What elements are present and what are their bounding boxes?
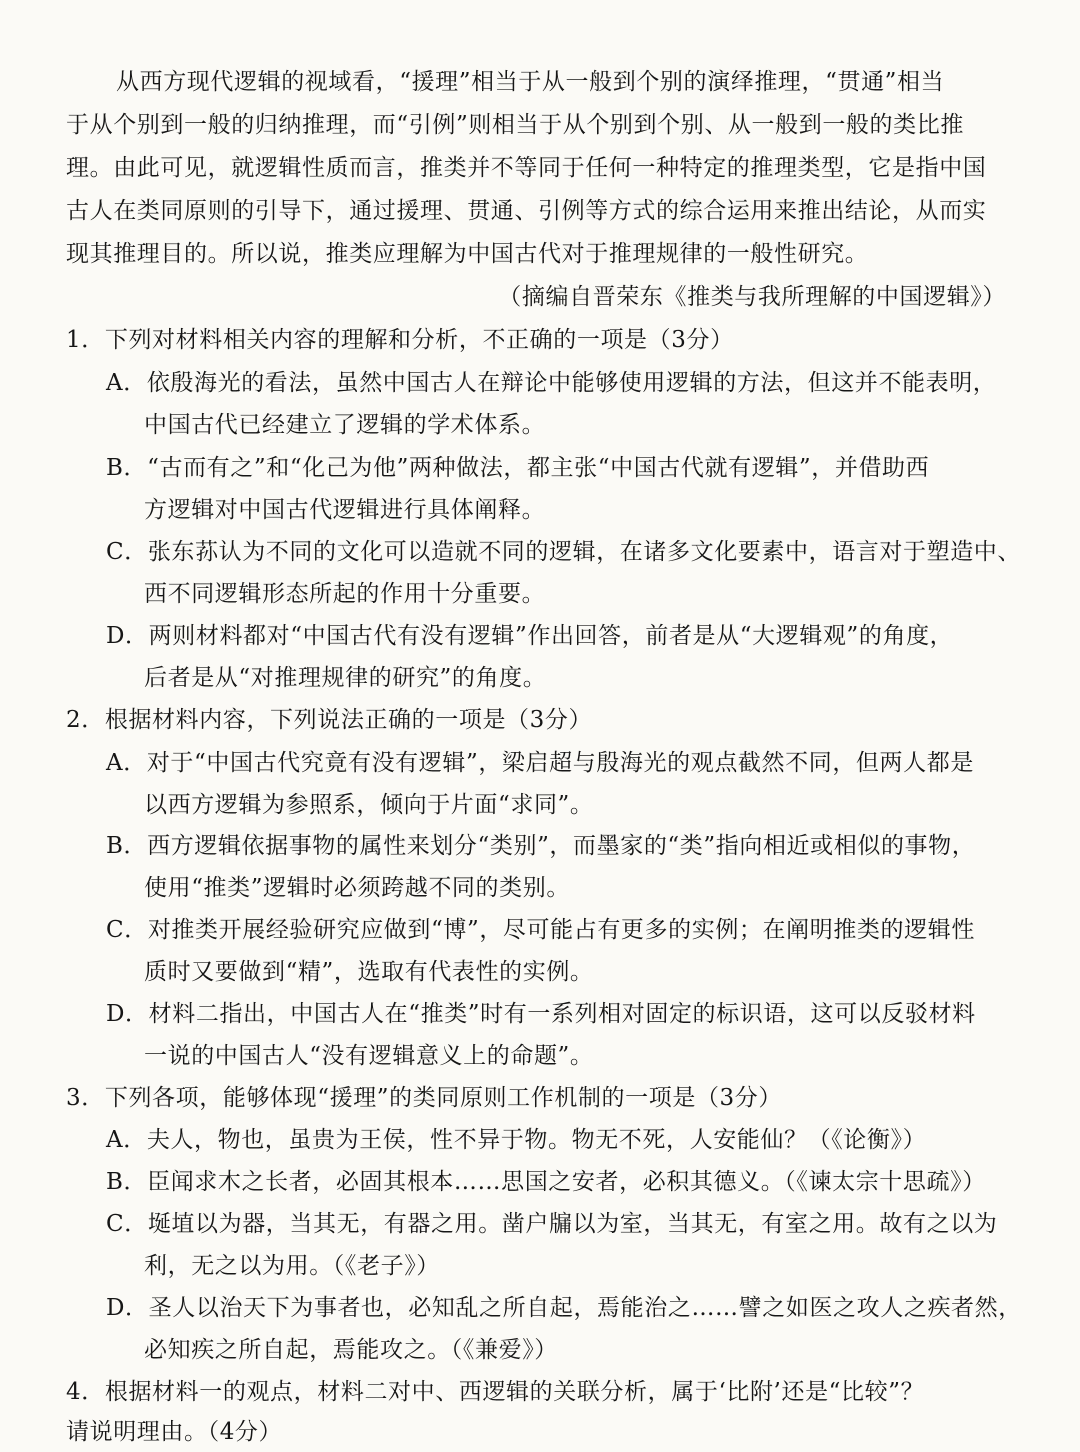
question-4-cont: 请说明理由。（4分） [66, 1419, 283, 1445]
option-letter: C． [106, 1211, 148, 1237]
q1-option-d-cont: 后者是从“对推理规律的研究”的角度。 [144, 665, 547, 691]
option-letter: C． [106, 917, 148, 943]
question-number: 2． [66, 707, 105, 733]
option-text: 西方逻辑依据事物的属性来划分“类别”，而墨家的“类”指向相近或相似的事物， [147, 833, 976, 859]
option-text: 张东荪认为不同的文化可以造就不同的逻辑，在诸多文化要素中，语言对于塑造中、 [147, 539, 1022, 565]
q3-option-d-cont: 必知疾之所自起，焉能攻之。（《兼爱》） [144, 1337, 558, 1363]
q2-option-d-cont: 一说的中国古人“没有逻辑意义上的命题”。 [144, 1043, 594, 1069]
q2-option-b [106, 831, 1026, 861]
passage-line-3: 理。由此可见，就逻辑性质而言，推类并不等同于任何一种特定的推理类型，它是指中国 [66, 155, 987, 181]
option-letter: D． [106, 1295, 149, 1321]
question-number: 4． [66, 1379, 105, 1405]
option-letter: D． [106, 623, 149, 649]
option-letter: A． [106, 750, 147, 776]
option-text: 对于“中国古代究竟有没有逻辑”，梁启超与殷海光的观点截然不同，但两人都是 [146, 750, 974, 776]
question-stem: 根据材料一的观点，材料二对中、西逻辑的关联分析，属于‘比附’还是“比较”？ [104, 1379, 925, 1405]
option-text: 臣闻求木之长者，必固其根本……思国之安者，必积其德义。（《谏太宗十思疏》） [147, 1169, 986, 1195]
question-stem: 下列对材料相关内容的理解和分析，不正确的一项是（3分） [104, 327, 734, 353]
passage-line-5: 现其推理目的。所以说，推类应理解为中国古代对于推理规律的一般性研究。 [66, 241, 869, 267]
option-text: “古而有之”和“化己为他”两种做法，都主张“中国古代就有逻辑”，并借助西 [147, 455, 930, 481]
option-letter: D． [106, 1001, 149, 1027]
question-number: 1． [66, 327, 105, 353]
option-letter: B． [106, 455, 148, 481]
q3-option-c-cont: 利，无之以为用。（《老子》） [144, 1253, 440, 1279]
option-letter: B． [106, 833, 148, 859]
option-letter: A． [106, 1127, 147, 1153]
option-text: 依殷海光的看法，虽然中国古人在辩论中能够使用逻辑的方法，但这并不能表明， [146, 370, 997, 396]
q3-option-b [106, 1167, 1026, 1197]
question-number: 3． [66, 1085, 105, 1111]
option-letter: B． [106, 1169, 148, 1195]
option-letter: C． [106, 539, 148, 565]
question-stem: 下列各项，能够体现“援理”的类同原则工作机制的一项是（3分） [104, 1085, 782, 1111]
q1-option-c-cont: 西不同逻辑形态所起的作用十分重要。 [144, 581, 546, 607]
option-letter: A． [106, 370, 147, 396]
passage-line-4: 古人在类同原则的引导下，通过援理、贯通、引例等方式的综合运用来推出结论，从而实 [66, 198, 987, 224]
question-stem: 根据材料内容，下列说法正确的一项是（3分） [104, 707, 593, 733]
option-text: 圣人以治天下为事者也，必知乱之所自起，焉能治之……譬之如医之攻人之疾者然， [148, 1295, 1022, 1321]
q2-option-d [106, 999, 1026, 1029]
q3-option-a [106, 1125, 1026, 1155]
q1-option-b-cont: 方逻辑对中国古代逻辑进行具体阐释。 [144, 497, 546, 523]
q3-option-c [106, 1209, 1026, 1239]
option-text: 夫人，物也，虽贵为王侯，性不异于物。物无不死，人安能仙？（《论衡》） [146, 1127, 927, 1153]
q1-option-a [106, 368, 1026, 398]
option-text: 埏埴以为器，当其无，有器之用。凿户牖以为室，当其无，有室之用。故有之以为 [147, 1211, 998, 1237]
option-text: 对推类开展经验研究应做到“博”，尽可能占有更多的实例；在阐明推类的逻辑性 [147, 917, 975, 943]
q1-option-d [106, 621, 1026, 651]
q2-option-c-cont: 质时又要做到“精”，选取有代表性的实例。 [144, 959, 594, 985]
q2-option-c [106, 915, 1026, 945]
passage-line-1: 从西方现代逻辑的视域看，“援理”相当于从一般到个别的演绎推理，“贯通”相当 [116, 69, 945, 95]
question-1 [66, 325, 1026, 355]
option-text: 两则材料都对“中国古代有没有逻辑”作出回答，前者是从“大逻辑观”的角度， [148, 623, 954, 649]
q3-option-d [106, 1293, 1026, 1323]
q1-option-a-cont: 中国古代已经建立了逻辑的学术体系。 [144, 412, 546, 438]
q1-option-b [106, 453, 1026, 483]
q1-option-c [106, 537, 1026, 567]
option-text: 材料二指出，中国古人在“推类”时有一系列相对固定的标识语，这可以反驳材料 [148, 1001, 976, 1027]
question-2 [66, 705, 1026, 735]
q2-option-a [106, 748, 1026, 778]
q2-option-a-cont: 以西方逻辑为参照系，倾向于片面“求同”。 [144, 792, 594, 818]
question-4 [66, 1377, 1026, 1407]
q2-option-b-cont: 使用“推类”逻辑时必须跨越不同的类别。 [144, 875, 570, 901]
question-3 [66, 1083, 1026, 1113]
passage-line-2: 于从个别到一般的归纳推理，而“引例”则相当于从个别到个别、从一般到一般的类比推 [66, 112, 964, 138]
passage-source: （摘编自晋荣东《推类与我所理解的中国逻辑》） [498, 284, 1006, 310]
